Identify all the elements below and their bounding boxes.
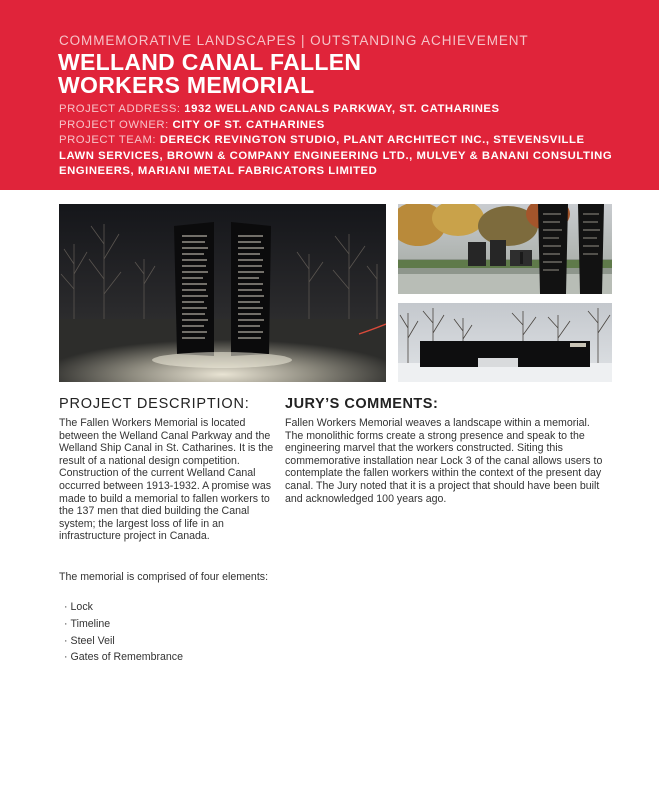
list-item: · Steel Veil <box>64 633 183 650</box>
project-team-value: DERECK REVINGTON STUDIO, PLANT ARCHITECT INC., STEVENSVILLE LAWN SERVICES, BROWN & COMPANY ENGINEERING LTD., MULVEY & BANANI CONSULTING ENGINEERS, MARIANI METAL FABRICATORS LIMITED <box>59 134 613 177</box>
project-team <box>59 133 619 180</box>
project-owner-value: CITY OF ST. CATHARINES <box>172 118 325 131</box>
description-paragraph-2: The memorial is comprised of four elements: <box>59 571 269 583</box>
memorial-elements-list <box>64 599 183 666</box>
project-owner-label: PROJECT OWNER: <box>59 118 173 131</box>
project-title <box>58 51 361 97</box>
project-owner <box>59 118 619 134</box>
list-item: · Gates of Remembrance <box>64 649 183 666</box>
project-title-line-2: WORKERS MEMORIAL <box>58 72 315 98</box>
project-team-label: PROJECT TEAM: <box>59 134 160 146</box>
header-banner <box>0 0 659 190</box>
jury-comments-text: Fallen Workers Memorial weaves a landscape within a memorial. The monolithic forms create a strong presence and speak to the engineering marvel that the workers constructed. Siting this commemorative installation near Lock 3 of the canal allows users to contemplate the fallen workers within the context of the present day canal. The Jury noted that it is a project that should have been built and acknowledged 100 years ago. <box>285 417 603 505</box>
project-address-value: 1932 WELLAND CANALS PARKWAY, ST. CATHARINES <box>184 103 500 115</box>
list-item: · Lock <box>64 599 183 616</box>
project-title-line-1: WELLAND CANAL FALLEN <box>58 49 362 75</box>
project-address <box>59 102 619 118</box>
project-meta <box>59 102 619 180</box>
photo-memorial-winter <box>398 303 612 382</box>
description-heading: PROJECT DESCRIPTION: <box>59 396 250 412</box>
description-paragraph-1: The Fallen Workers Memorial is located between the Welland Canal Parkway and the Welland Ship Canal in St. Catharines. It is the result of a national design competition. Construction of the current Welland Canal occurred between 1913-1932. A promise was made to build a memorial to fallen workers to the 137 men that died building the Canal system; the largest loss of life in an infrastructure project in Canada. <box>59 417 274 543</box>
jury-heading: JURY’S COMMENTS: <box>285 396 439 412</box>
project-address-label: PROJECT ADDRESS: <box>59 103 185 115</box>
photo-memorial-autumn <box>398 204 612 294</box>
category-kicker: COMMEMORATIVE LANDSCAPES | OUTSTANDING ACHIEVEMENT <box>59 33 529 48</box>
photo-memorial-night <box>59 204 386 382</box>
list-item: · Timeline <box>64 616 183 633</box>
